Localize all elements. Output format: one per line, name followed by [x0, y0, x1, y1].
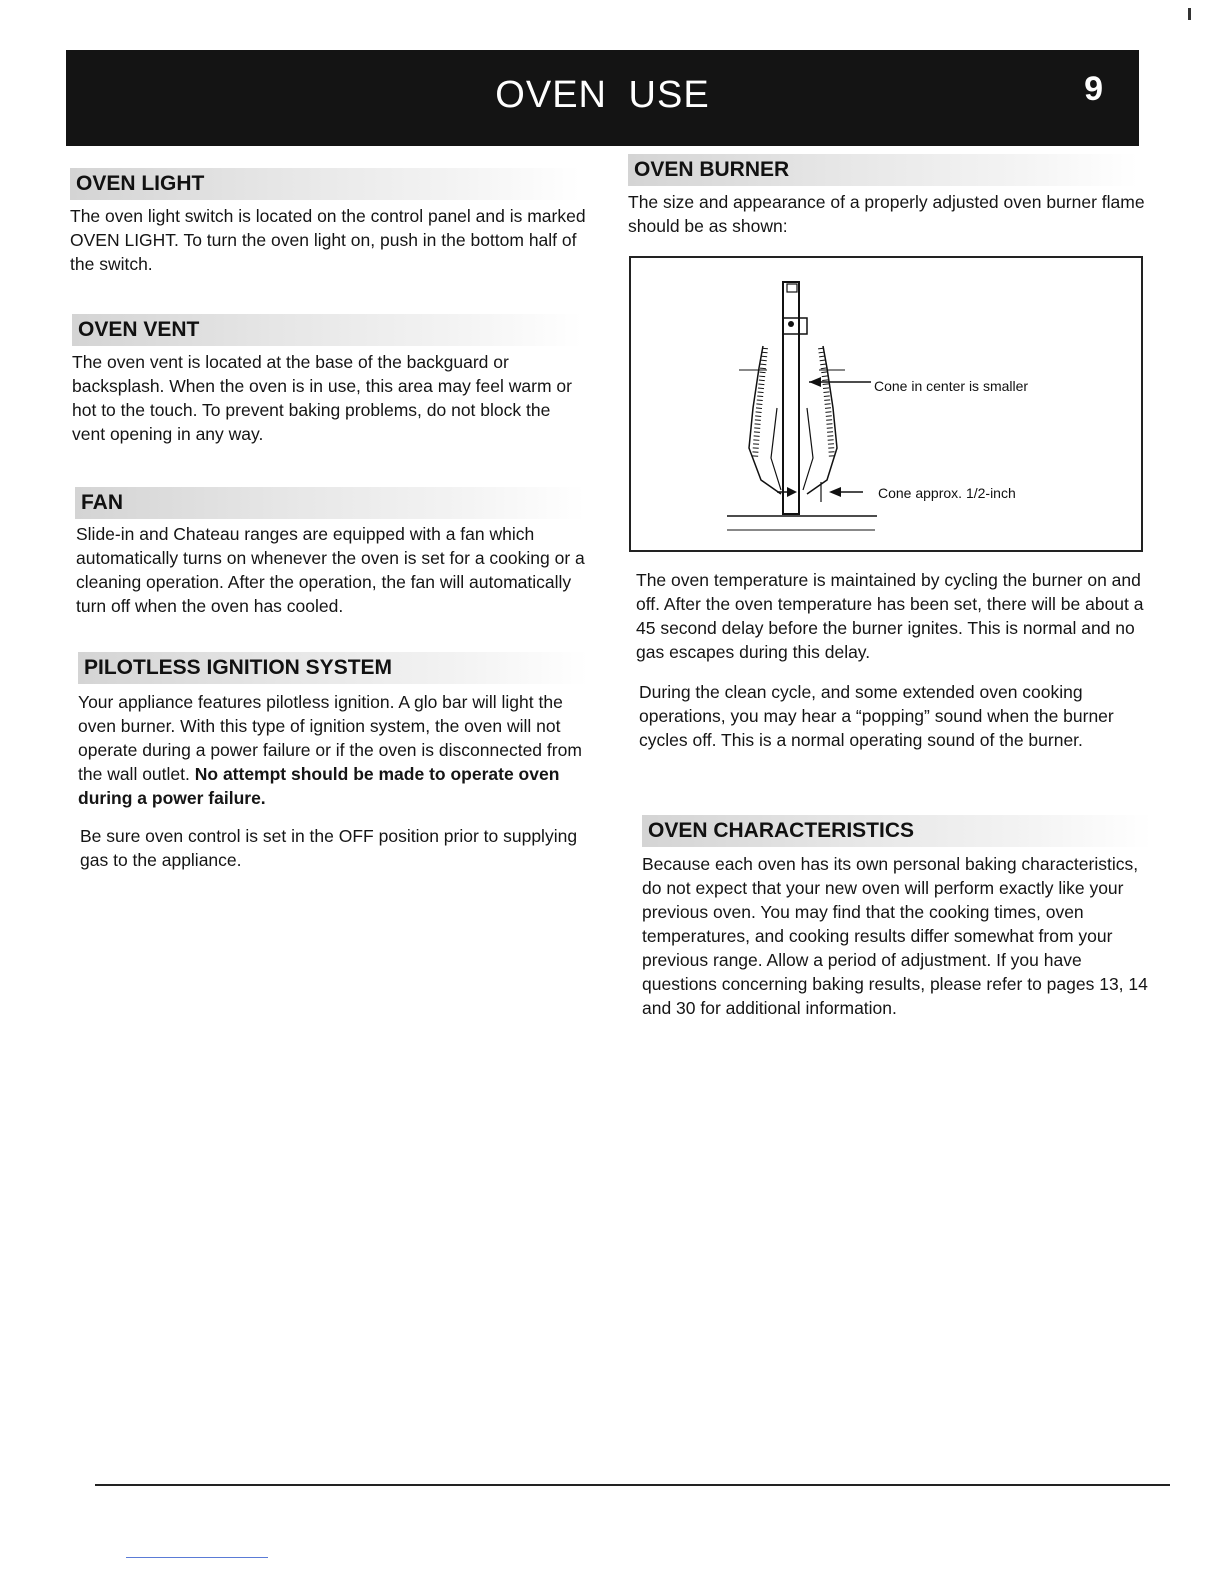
burner-flame-diagram — [629, 256, 1143, 552]
oven-characteristics-heading: OVEN CHARACTERISTICS — [642, 815, 1152, 847]
oven-light-heading: OVEN LIGHT — [70, 168, 580, 200]
fan-heading: FAN — [75, 487, 585, 519]
oven-light-text: The oven light switch is located on the control panel and is marked OVEN LIGHT. To turn the oven light on, push in the bottom half of the switch. — [70, 206, 586, 274]
footer-rule — [95, 1484, 1170, 1486]
callout-cone-size: Cone approx. 1/2-inch — [878, 485, 1016, 501]
oven-vent-heading: OVEN VENT — [72, 314, 582, 346]
pilotless-text-2: Be sure oven control is set in the OFF position prior to supplying gas to the appliance. — [80, 826, 578, 870]
callout-center-cone: Cone in center is smaller — [874, 378, 1029, 394]
bottom-rule — [126, 1557, 268, 1558]
oven-burner-text-2: During the clean cycle, and some extended oven cooking operations, you may hear a “popping” sound when the burner cycles off. This is a normal operating sound of the burner. — [639, 682, 1114, 750]
page-header — [66, 50, 1139, 146]
pilotless-warning: No attempt should be made to operate oven during a power failure. — [78, 764, 560, 808]
pilotless-heading: PILOTLESS IGNITION SYSTEM — [78, 652, 588, 684]
pilotless-text-regular: Your appliance features pilotless ignition. A glo bar will light the oven burner. With this type of ignition system, the oven will not operate during a power failure or if the oven is disconnected from the wall outlet. — [78, 692, 582, 784]
oven-vent-text: The oven vent is located at the base of the backguard or backsplash. When the oven is in use, this area may feel warm or hot to the touch. To prevent baking problems, do not block the vent opening in any way. — [72, 352, 572, 444]
oven-burner-intro: The size and appearance of a properly adjusted oven burner flame should be as shown: — [628, 192, 1145, 236]
burner-flame-illustration — [631, 258, 1145, 554]
oven-burner-text-1: The oven temperature is maintained by cycling the burner on and off. After the oven temperature has been set, there will be about a 45 second delay before the burner ignites. This is normal and no gas escapes during this delay. — [636, 570, 1144, 662]
scan-mark — [1188, 8, 1191, 20]
fan-text: Slide-in and Chateau ranges are equipped with a fan which automatically turns on whenever the oven is set for a cooking or a cleaning operation. After the operation, the fan will automatically turn off when the oven has cooled. — [76, 524, 585, 616]
oven-burner-heading: OVEN BURNER — [628, 154, 1138, 186]
pilotless-text — [78, 690, 594, 810]
oven-characteristics-text: Because each oven has its own personal baking characteristics, do not expect that your new oven will perform exactly like your previous oven. You may find that the cooking times, oven temperatures, and cooking results differ somewhat from your previous range. Allow a period of adjustment. If you have questions concerning baking results, please refer to pages 13, 14 and 30 for additional information. — [642, 854, 1148, 1018]
page-number: 9 — [1084, 70, 1103, 108]
page-title: OVEN USE — [495, 74, 710, 116]
